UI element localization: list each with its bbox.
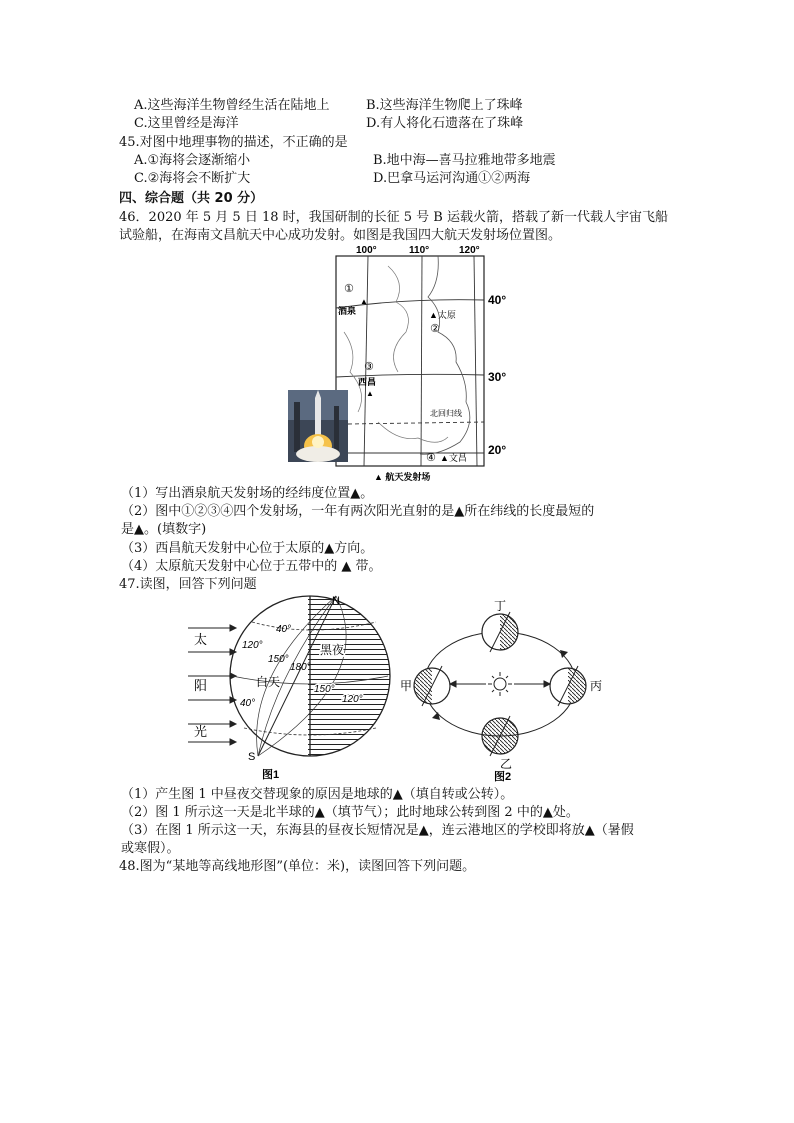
earth-jia [414, 666, 450, 706]
south-pole-label: S [248, 751, 256, 763]
site-mark-1: ① [344, 283, 354, 295]
deg-150-left: 150° [268, 654, 289, 665]
sun-label-2: 阳 [194, 678, 208, 693]
site-wenchang-label: ▲文昌 [440, 453, 467, 463]
orbit-label-bing: 丙 [590, 679, 603, 693]
site-mark-4: ④ [426, 452, 436, 464]
q47-sub2: （2）图 1 所示这一天是北半球的▲（填节气）；此时地球公转到图 2 中的▲处。 [121, 805, 579, 820]
q45-option-c: C.②海将会不断扩大 [134, 171, 251, 186]
q46-stem-line2: 试验船，在海南文昌航天中心成功发射。如图是我国四大航天发射场位置图。 [119, 228, 562, 243]
figure-1-caption: 图1 [262, 769, 280, 781]
q45-option-a: A.①海将会逐渐缩小 [134, 153, 251, 168]
deg-120-right: 120° [342, 694, 363, 705]
q47-stem: 47.读图，回答下列问题 [119, 577, 257, 592]
q44-option-c: C.这里曾经是海洋 [134, 116, 239, 131]
deg-120-left: 120° [242, 640, 263, 651]
north-pole-label: N [332, 595, 340, 607]
figure-1-globe [186, 592, 396, 782]
sun-label-1: 太 [194, 632, 208, 647]
site-mark-3: ③ [364, 361, 374, 373]
q44-option-b: B.这些海洋生物爬上了珠峰 [366, 98, 523, 113]
q44-option-a: A.这些海洋生物曾经生活在陆地上 [134, 98, 330, 113]
sun-icon [488, 672, 512, 696]
q45-option-d: D.巴拿马运河沟通①②两海 [373, 171, 531, 186]
figure-2-orbit [400, 592, 603, 783]
lon-100-label: 100° [356, 245, 377, 256]
q46-sub2-line1: （2）图中①②③④四个发射场，一年有两次阳光直射的是▲所在纬线的长度最短的 [121, 504, 595, 519]
sun-label-3: 光 [194, 724, 208, 739]
q46-sub4: （4）太原航天发射中心位于五带中的 ▲ 带。 [121, 559, 382, 574]
section-title: 四、综合题（共 20 分） [119, 191, 264, 206]
q46-stem-line1: 46．2020 年 5 月 5 日 18 时，我国研制的长征 5 号 B 运载火箭，搭载了新一代载人宇宙飞船 [119, 210, 668, 225]
site-mark-2: ② [430, 323, 440, 335]
earth-bing [550, 666, 586, 706]
site-taiyuan-label: ▲太原 [429, 310, 456, 320]
lon-120-label: 120° [459, 245, 480, 256]
q46-sub3: （3）西昌航天发射中心位于太原的▲方向。 [121, 541, 374, 556]
deg-40-north: 40° [276, 624, 292, 635]
lat-30-label: 30° [488, 370, 507, 384]
site-jiuquan-label: 酒泉 [338, 306, 357, 316]
q48-stem: 48.图为“某地等高线地形图”(单位：米)，读图回答下列问题。 [119, 859, 476, 874]
earth-yi [482, 716, 518, 756]
q47-sub3-line1: （3）在图 1 所示这一天，东海县的昼夜长短情况是▲，连云港地区的学校即将放▲（暑假 [121, 823, 634, 838]
day-label: 白天 [256, 675, 281, 689]
site-xichang-label: 西昌 [358, 377, 377, 387]
q46-sub2-line2: 是▲。(填数字) [121, 522, 207, 537]
deg-150-right: 150° [314, 684, 335, 695]
q44-option-d: D.有人将化石遗落在了珠峰 [366, 116, 524, 131]
lon-110-label: 110° [409, 245, 430, 256]
q45-stem: 45.对图中地理事物的描述，不正确的是 [119, 135, 348, 150]
lat-20-label: 20° [488, 443, 507, 457]
orbit-label-jia: 甲 [400, 679, 413, 693]
earth-ding [482, 612, 518, 652]
figure-2-caption: 图2 [494, 771, 512, 783]
deg-180: 180° [290, 662, 311, 673]
rocket-launch-photo [288, 390, 348, 462]
tropic-label: 北回归线 [430, 409, 462, 418]
q46-sub1: （1）写出酒泉航天发射场的经纬度位置▲。 [121, 486, 374, 501]
site-xichang-triangle: ▲ [366, 389, 374, 398]
launch-site-map [288, 242, 518, 487]
orbit-label-yi: 乙 [500, 757, 513, 771]
q47-sub1: （1）产生图 1 中昼夜交替现象的原因是地球的▲（填自转或公转）。 [121, 787, 514, 802]
map-legend: ▲ 航天发射场 [374, 472, 431, 482]
deg-40-south: 40° [240, 698, 256, 709]
q45-option-b: B.地中海—喜马拉雅地带多地震 [373, 153, 556, 168]
lat-40-label: 40° [488, 293, 507, 307]
night-label: 黑夜 [320, 643, 345, 657]
q47-sub3-line2: 或寒假）。 [121, 841, 180, 856]
site-jiuquan-triangle: ▲ [360, 297, 368, 306]
orbit-label-ding: 丁 [494, 599, 507, 613]
